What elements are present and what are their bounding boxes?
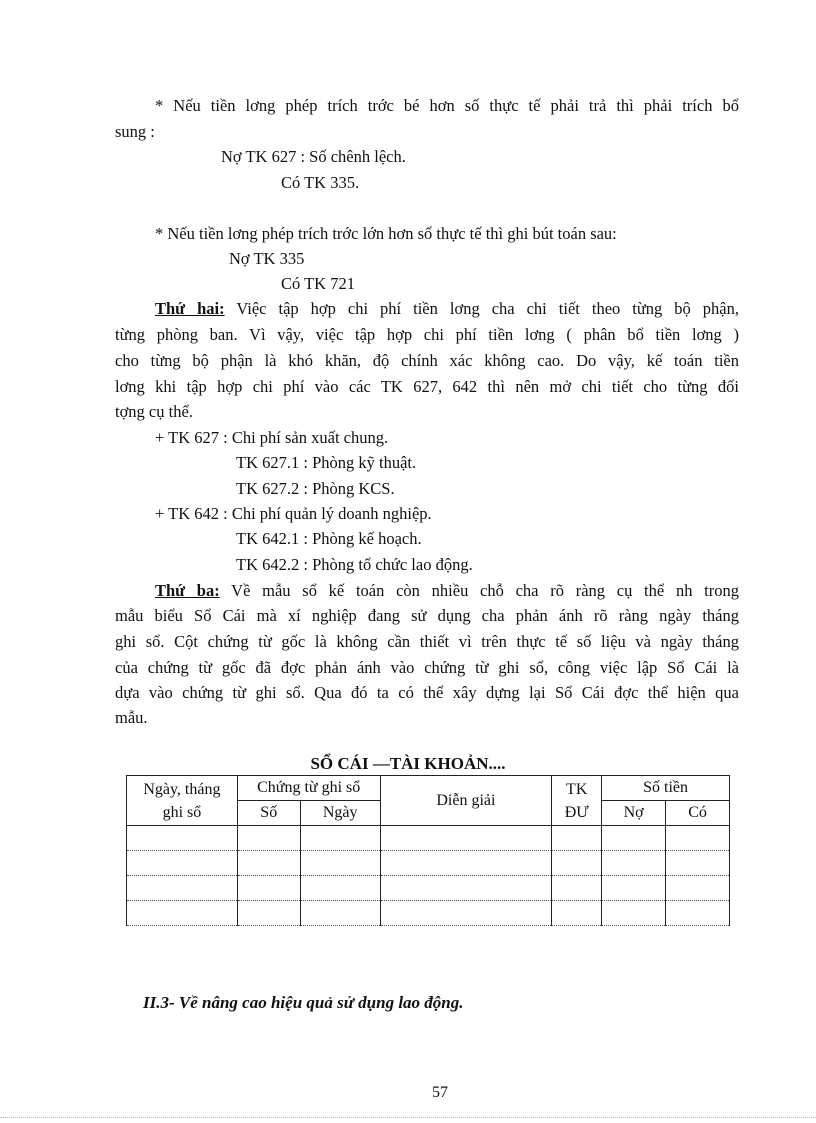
- paragraph-line: lơng khi tập hợp chi phí vào các TK 627, 642 thì nên mở chi tiết cho từng đối: [115, 377, 739, 396]
- page-footer-divider: [0, 1117, 816, 1118]
- header-date: Ngày, tháng ghi sổ: [127, 776, 238, 826]
- paragraph-line: [155, 580, 739, 602]
- paragraph-line: * Nếu tiền lơng phép trích trớc bé hơn số thực tế phải trả thì phải trích bổ: [155, 96, 739, 115]
- page-number: 57: [432, 1084, 448, 1101]
- paragraph-line: mẫu.: [115, 708, 148, 727]
- list-subitem: TK 627.1 : Phòng kỹ thuật.: [236, 453, 417, 472]
- paragraph-line: tợng cụ thể.: [115, 402, 193, 421]
- header-account: TK ĐƯ: [552, 776, 602, 826]
- paragraph-text: Việc tập hợp chi phí tiền lơng cha chi tiết theo từng bộ phận,: [236, 299, 740, 318]
- table-row: [127, 826, 730, 851]
- paragraph-line: sung :: [115, 122, 155, 141]
- paragraph-line: [155, 298, 739, 320]
- table-header-row: [127, 776, 730, 801]
- paragraph-label: Thứ hai:: [155, 299, 225, 318]
- paragraph-line: cho từng bộ phận là khó khăn, độ chính xác không cao. Do vậy, kế toán tiền: [115, 351, 739, 370]
- header-voucher-number: Số: [237, 801, 300, 826]
- list-subitem: TK 642.1 : Phòng kế hoạch.: [236, 529, 422, 548]
- paragraph-line: của chứng từ gốc đã đợc phản ánh vào chứng từ ghi sổ, công việc lập Sổ Cái là: [115, 658, 739, 677]
- header-amount: Số tiền: [602, 776, 730, 801]
- section-heading: II.3- Về nâng cao hiệu quả sử dụng lao động.: [143, 993, 464, 1012]
- header-credit: Có: [666, 801, 730, 826]
- paragraph-text: Về mẫu sổ kế toán còn nhiều chỗ cha rõ ràng cụ thể nh trong: [231, 581, 739, 600]
- table-row: [127, 876, 730, 901]
- ledger-table: [126, 775, 730, 926]
- journal-entry-debit: Nợ TK 335: [229, 249, 305, 268]
- header-description: Diễn giải: [380, 776, 552, 826]
- list-item: + TK 642 : Chi phí quản lý doanh nghiệp.: [155, 504, 432, 523]
- paragraph-line: ghi sổ. Cột chứng từ gốc là không cần thiết vì trên thực tế số liệu và ngày tháng: [115, 632, 739, 651]
- header-voucher-date: Ngày: [300, 801, 380, 826]
- table-row: [127, 851, 730, 876]
- header-debit: Nợ: [602, 801, 666, 826]
- paragraph-line: mẫu biểu Sổ Cái mà xí nghiệp đang sử dụng cha phản ánh rõ ràng ngày tháng: [115, 606, 739, 625]
- header-voucher: Chứng từ ghi sổ: [237, 776, 380, 801]
- ledger-title: SỔ CÁI —TÀI KHOẢN....: [310, 754, 506, 773]
- list-subitem: TK 627.2 : Phòng KCS.: [236, 479, 395, 498]
- journal-entry-debit: Nợ TK 627 : Số chênh lệch.: [221, 147, 406, 166]
- paragraph-label: Thứ ba:: [155, 581, 220, 600]
- journal-entry-credit: Có TK 335.: [281, 173, 360, 192]
- table-row: [127, 901, 730, 926]
- list-subitem: TK 642.2 : Phòng tổ chức lao động.: [236, 555, 473, 574]
- paragraph-line: dựa vào chứng từ ghi sổ. Qua đó ta có thể xây dựng lại Sổ Cái đợc thể hiện qua: [115, 683, 739, 702]
- paragraph-line: từng phòng ban. Vì vậy, việc tập hợp chi phí tiền lơng ( phân bổ tiền lơng ): [115, 325, 739, 344]
- paragraph-line: * Nếu tiền lơng phép trích trớc lớn hơn số thực tế thì ghi bút toán sau:: [155, 224, 617, 243]
- journal-entry-credit: Có TK 721: [281, 274, 355, 293]
- list-item: + TK 627 : Chi phí sản xuất chung.: [155, 428, 389, 447]
